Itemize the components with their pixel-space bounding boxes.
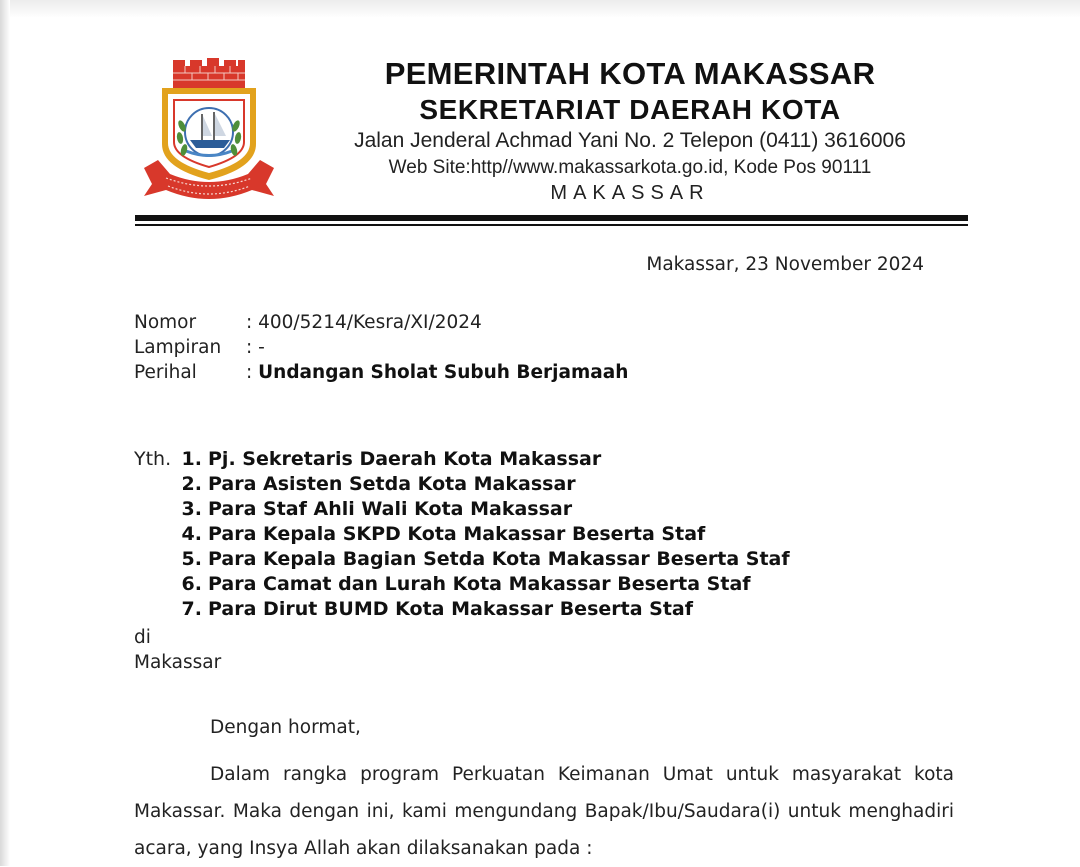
list-number: 4.: [181, 523, 202, 545]
meta-row-perihal: [134, 360, 628, 385]
list-item: [134, 447, 790, 472]
address-phone: Jalan Jenderal Achmad Yani No. 2 Telepon (0411) 3616006: [354, 129, 906, 152]
makassar-emblem-logo: [140, 56, 278, 208]
list-item: [134, 597, 790, 622]
meta-key: Perihal: [134, 362, 197, 383]
letter-date: Makassar, 23 November 2024: [646, 254, 924, 275]
list-item: [134, 572, 790, 597]
list-number: 5.: [181, 548, 202, 570]
location-city: Makassar: [134, 652, 222, 673]
recipient-name: Para Staf Ahli Wali Kota Makassar: [208, 498, 573, 520]
recipient-list: [134, 447, 790, 622]
list-number: 1.: [181, 448, 202, 470]
recipient-name: Para Camat dan Lurah Kota Makassar Beserta Staf: [208, 573, 751, 595]
fortress-crown-icon: [173, 58, 245, 88]
list-number: 2.: [181, 473, 202, 495]
secretariat-name: SEKRETARIAT DAERAH KOTA: [419, 94, 841, 125]
meta-key: Nomor: [134, 312, 197, 333]
location-di: di: [134, 627, 151, 648]
city-name: MAKASSAR: [550, 182, 710, 204]
recipient-name: Para Kepala Bagian Setda Kota Makassar Beserta Staf: [208, 548, 790, 570]
list-item: [134, 522, 790, 547]
website-postcode: Web Site:http//www.makassarkota.go.id, Kode Pos 90111: [388, 157, 872, 178]
meta-value-colon: :: [246, 362, 259, 383]
letterhead-divider-thin: [135, 224, 968, 226]
recipient-prefix: Yth.: [134, 448, 172, 470]
list-item: [134, 547, 790, 572]
page-top-edge: [0, 0, 1080, 18]
letterhead: [290, 55, 970, 206]
list-item: [134, 497, 790, 522]
meta-row-nomor: [134, 310, 628, 335]
recipient-name: Pj. Sekretaris Daerah Kota Makassar: [208, 448, 602, 470]
meta-row-lampiran: [134, 335, 628, 360]
meta-key: Lampiran: [134, 337, 222, 358]
subject-value: Undangan Sholat Subuh Berjamaah: [258, 362, 629, 383]
letter-metadata: [134, 310, 628, 385]
letterhead-divider-thick: [135, 215, 968, 221]
list-number: 6.: [181, 573, 202, 595]
list-number: 3.: [181, 498, 202, 520]
list-item: [134, 472, 790, 497]
meta-value: : -: [246, 337, 265, 358]
recipient-name: Para Asisten Setda Kota Makassar: [208, 473, 576, 495]
letter-body: [134, 714, 954, 867]
body-paragraph: Dalam rangka program Perkuatan Keimanan Umat untuk masyarakat kota Makassar. Maka dengan ini, kami mengundang Bapak/Ibu/Saudara(i) untuk menghadiri acara, yang Insya Allah akan dilaksanakan pada :: [134, 764, 954, 859]
list-number: 7.: [181, 598, 202, 620]
greeting: Dengan hormat,: [210, 717, 361, 738]
page-left-edge: [0, 0, 10, 866]
recipient-name: Para Dirut BUMD Kota Makassar Beserta Staf: [208, 598, 694, 620]
recipient-location: [134, 625, 221, 675]
recipient-name: Para Kepala SKPD Kota Makassar Beserta Staf: [208, 523, 706, 545]
meta-value: : 400/5214/Kesra/XI/2024: [246, 312, 482, 333]
government-name: PEMERINTAH KOTA MAKASSAR: [384, 56, 876, 91]
